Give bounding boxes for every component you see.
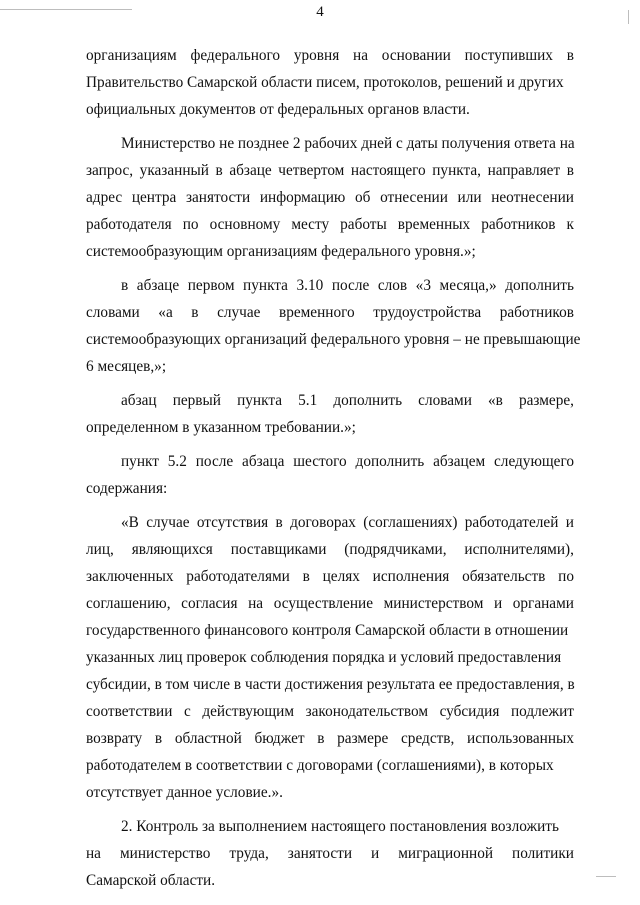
word: Правительство Самарской области писем, протоколов, решений и других	[86, 74, 564, 91]
paragraph-gap	[86, 806, 574, 813]
word: организациям	[86, 47, 177, 64]
word: использованных	[467, 730, 574, 747]
text-line	[86, 536, 574, 563]
word: в	[121, 277, 129, 294]
word: месту	[291, 216, 330, 233]
word: случае	[146, 514, 190, 531]
document-body	[86, 42, 581, 894]
paragraph	[86, 448, 574, 502]
word: министерство	[119, 845, 211, 862]
word: согласия	[181, 595, 238, 612]
word: отсутствует данное условие.».	[86, 784, 283, 801]
word: случае	[217, 304, 261, 321]
word: отсутствия	[196, 514, 269, 531]
word: работодателем в соответствии с договорами (соглашениями), в которых	[86, 757, 554, 774]
paragraph-gap	[86, 265, 574, 272]
word: (подрядчиками,	[344, 541, 447, 558]
word: заключенных	[86, 568, 174, 585]
word: работников	[499, 304, 574, 321]
word: временного	[278, 304, 355, 321]
word: на	[248, 595, 264, 612]
text-line	[86, 725, 574, 752]
word: министерством	[383, 595, 484, 612]
scan-corner-mark-bottom	[596, 876, 616, 877]
word: и	[493, 595, 503, 612]
word: занятости	[185, 189, 251, 206]
word: пункта	[237, 392, 283, 409]
text-line	[86, 752, 574, 779]
paragraph	[86, 42, 574, 123]
paragraph	[86, 813, 574, 894]
paragraph	[86, 509, 574, 806]
word: неотнесении	[491, 189, 574, 206]
word: в	[275, 514, 283, 531]
word: размере	[337, 730, 389, 747]
word: работы	[340, 216, 387, 233]
word: федерального	[190, 47, 281, 64]
word: 3.10	[296, 277, 324, 294]
paragraph-gap	[86, 502, 574, 509]
word: и	[371, 845, 380, 862]
word: трудоустройства	[373, 304, 482, 321]
word: настоящего	[350, 162, 426, 179]
word: возврату	[86, 730, 143, 747]
text-line	[86, 272, 574, 299]
word: с	[184, 703, 191, 720]
word: «3	[415, 277, 431, 294]
word: поступивших	[464, 47, 553, 64]
text-line	[86, 698, 574, 725]
text-line	[86, 448, 574, 475]
text-line	[86, 130, 574, 157]
word: абзаце	[136, 277, 180, 294]
word: шестого	[293, 453, 347, 470]
word: органами	[512, 595, 574, 612]
word: к	[566, 216, 574, 233]
word: абзац	[121, 392, 157, 409]
word: работодателей	[464, 514, 559, 531]
text-line	[86, 563, 574, 590]
word: основании	[381, 47, 451, 64]
word: первый	[172, 392, 221, 409]
word: официальных документов от федеральных органов власти.	[86, 101, 470, 118]
word: Министерство не позднее 2 рабочих дней с даты получения ответа на	[121, 135, 575, 152]
text-line	[86, 475, 574, 502]
word: и	[565, 514, 574, 531]
word: 5.1	[298, 392, 318, 409]
word: слов	[377, 277, 408, 294]
word: на	[353, 47, 369, 64]
word: в	[566, 162, 574, 179]
text-line	[86, 299, 574, 326]
word: системообразующих организаций федерального уровня – не превышающие	[86, 331, 581, 348]
text-line	[86, 387, 574, 414]
text-line	[86, 671, 574, 698]
word: абзаце	[229, 162, 272, 179]
word: дополнить	[505, 277, 574, 294]
word: «В	[121, 514, 139, 531]
word: отнесении	[380, 189, 448, 206]
word: в	[302, 568, 310, 585]
word: работников	[481, 216, 556, 233]
word: следующего	[494, 453, 574, 470]
word: занятости	[287, 845, 353, 862]
text-line	[86, 779, 574, 806]
word: после	[195, 453, 234, 470]
text-line	[86, 42, 574, 69]
text-line	[86, 184, 574, 211]
word: размере,	[518, 392, 574, 409]
word: об	[354, 189, 371, 206]
word: исполнителями),	[464, 541, 574, 558]
word: дополнить	[333, 392, 403, 409]
text-line	[86, 414, 574, 441]
word: пункта	[243, 277, 288, 294]
word: государственного финансового контроля Самарской области в отношении	[86, 622, 569, 639]
word: дополнить	[355, 453, 425, 470]
text-line	[86, 644, 574, 671]
word: словами	[86, 304, 140, 321]
text-line	[86, 867, 574, 894]
word: целях	[322, 568, 360, 585]
word: пункт	[121, 453, 159, 470]
word: поставщиками	[230, 541, 327, 558]
word: указанных лиц проверок соблюдения порядка и условий предоставления	[86, 649, 562, 666]
word: четвертом	[278, 162, 345, 179]
paragraph	[86, 387, 574, 441]
word: по	[558, 568, 574, 585]
paragraph	[86, 272, 581, 380]
word: Самарской области.	[86, 872, 216, 889]
word: абзаца	[242, 453, 285, 470]
paragraph-gap	[86, 123, 574, 130]
word: субсидии, в том числе в части достижения результата ее предоставления, в	[86, 676, 575, 693]
word: абзацем	[433, 453, 486, 470]
word: «в	[488, 392, 503, 409]
text-line	[86, 590, 574, 617]
word: информацию	[259, 189, 346, 206]
word: бюджет	[254, 730, 305, 747]
word: центра	[131, 189, 177, 206]
text-line	[86, 326, 581, 353]
text-line	[86, 353, 574, 380]
word: в	[317, 730, 325, 747]
word: определенном в указанном требовании.»;	[86, 419, 356, 436]
word: субсидия	[439, 703, 500, 720]
word: исполнения	[372, 568, 450, 585]
word: работодателя	[86, 216, 172, 233]
word: «а	[158, 304, 173, 321]
word: являющихся	[131, 541, 213, 558]
word: первом	[187, 277, 235, 294]
word: запрос,	[86, 162, 134, 179]
word: словами	[418, 392, 472, 409]
paragraph	[86, 130, 574, 265]
word: договорах	[290, 514, 356, 531]
text-line	[86, 813, 574, 840]
word: законодательством	[305, 703, 428, 720]
word: месяца,»	[439, 277, 497, 294]
paragraph-gap	[86, 380, 574, 387]
word: 2. Контроль за выполнением настоящего постановления возложить	[121, 818, 559, 835]
word: на	[86, 845, 101, 862]
word: адрес	[86, 189, 123, 206]
text-line	[86, 238, 574, 265]
word: лиц,	[86, 541, 114, 558]
text-line	[86, 509, 574, 536]
word: временных	[397, 216, 471, 233]
paragraph-gap	[86, 441, 574, 448]
word: системообразующим организациям федерального уровня.»;	[86, 243, 476, 260]
word: уровня	[293, 47, 340, 64]
word: по	[182, 216, 199, 233]
word: основному	[209, 216, 281, 233]
word: пункта,	[432, 162, 481, 179]
word: или	[457, 189, 482, 206]
word: действующим	[202, 703, 295, 720]
word: политики	[512, 845, 574, 862]
word: работодателями	[186, 568, 290, 585]
word: направляет	[487, 162, 561, 179]
word: средств,	[401, 730, 455, 747]
word: областной	[174, 730, 242, 747]
word: в	[566, 47, 574, 64]
word: указанный	[139, 162, 209, 179]
word: 6 месяцев,»;	[86, 358, 167, 375]
word: (соглашениях)	[363, 514, 458, 531]
text-line	[86, 157, 574, 184]
word: подлежит	[510, 703, 574, 720]
word: труда,	[229, 845, 269, 862]
word: в	[215, 162, 223, 179]
word: миграционной	[398, 845, 494, 862]
word: соответствии	[86, 703, 173, 720]
page-number: 4	[316, 4, 324, 20]
word: соглашению,	[86, 595, 171, 612]
text-line	[86, 211, 574, 238]
text-line	[86, 840, 574, 867]
word: обязательств	[462, 568, 546, 585]
text-line	[86, 69, 574, 96]
word: после	[331, 277, 370, 294]
word: в	[191, 304, 199, 321]
word: содержания:	[86, 480, 168, 497]
word: 5.2	[167, 453, 187, 470]
text-line	[86, 96, 574, 123]
word: в	[154, 730, 163, 747]
text-line	[86, 617, 574, 644]
word: осуществление	[273, 595, 373, 612]
